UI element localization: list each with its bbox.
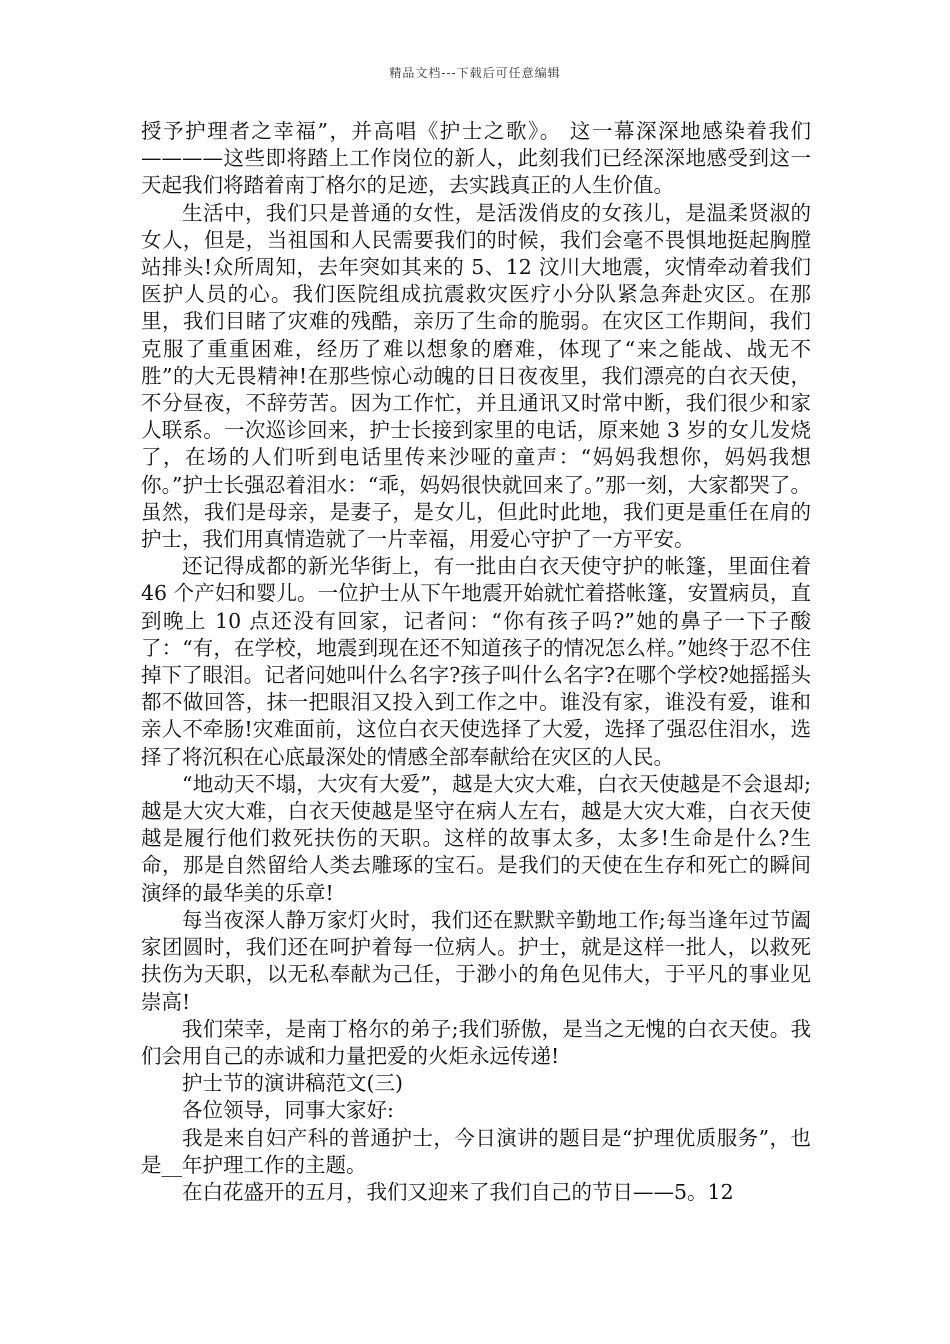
paragraph: 我们荣幸，是南丁格尔的弟子;我们骄傲，是当之无愧的白衣天使。我们会用自己的赤诚和力量把爱的火炬永远传递! <box>141 1016 811 1068</box>
paragraph: 我是来自妇产科的普通护士，今日演讲的题目是“护理优质服务”，也是__年护理工作的主题。 <box>141 1125 811 1177</box>
paragraph: 每当夜深人静万家灯火时，我们还在默默辛勤地工作;每当逢年过节阖家团圆时，我们还在呵护着每一位病人。护士，就是这样一批人，以救死扶伤为天职，以无私奉献为己任，于渺小的角色见伟大，于平凡的事业见崇高! <box>141 907 811 1014</box>
paragraph: 在白花盛开的五月，我们又迎来了我们自己的节日——5。12 <box>182 1179 734 1204</box>
page-header: 精品文档---下载后可任意编辑 <box>389 66 561 80</box>
salutation: 各位领导，同事大家好: <box>182 1098 394 1123</box>
document-body <box>141 118 811 1206</box>
paragraph: 生活中，我们只是普通的女性，是活泼俏皮的女孩儿，是温柔贤淑的女人，但是，当祖国和人民需要我们的时候，我们会毫不畏惧地挺起胸膛站排头!众所周知，去年突如其来的 5、12 汶川大地震，灾情牵动着我们医护人员的心。我们医院组成抗震救灾医疗小分队紧急奔赴灾区。在那里，我们目睹了灾难的残酷，亲历了生命的脆弱。在灾区工作期间，我们克服了重重困难，经历了难以想象的磨难，体现了“来之能战、战无不胜”的大无畏精神!在那些惊心动魄的日日夜夜里，我们漂亮的白衣天使，不分昼夜，不辞劳苦。因为工作忙，并且通讯又时常中断，我们很少和家人联系。一次巡诊回来，护士长接到家里的电话，原来她 3 岁的女儿发烧了，在场的人们听到电话里传来沙哑的童声：“妈妈我想你，妈妈我想你。”护士长强忍着泪水：“乖，妈妈很快就回来了。”那一刻，大家都哭了。虽然，我们是母亲，是妻子，是女儿，但此时此地，我们更是重任在肩的护士，我们用真情造就了一片幸福，用爱心守护了一方平安。 <box>141 200 811 552</box>
paragraph: 还记得成都的新光华街上，有一批由白衣天使守护的帐篷，里面住着 46 个产妇和婴儿。一位护士从下午地震开始就忙着搭帐篷，安置病员，直到晚上 10 点还没有回家，记者问：“你有孩子吗?”她的鼻子一下子酸了：“有，在学校，地震到现在还不知道孩子的情况怎么样。”她终于忍不住掉下了眼泪。记者问她叫什么名字?孩子叫什么名字?在哪个学校?她摇摇头都不做回答，抹一把眼泪又投入到工作之中。谁没有家，谁没有爱，谁和亲人不牵肠!灾难面前，这位白衣天使选择了大爱，选择了强忍住泪水，选择了将沉积在心底最深处的情感全部奉献给在灾区的人民。 <box>141 554 811 769</box>
section-title: 护士节的演讲稿范文(三) <box>182 1071 403 1096</box>
paragraph: “地动天不塌，大灾有大爱”，越是大灾大难，白衣天使越是不会退却;越是大灾大难，白衣天使越是坚守在病人左右，越是大灾大难，白衣天使越是履行他们救死扶伤的天职。这样的故事太多，太多!生命是什么?生命，那是自然留给人类去雕琢的宝石。是我们的天使在生存和死亡的瞬间演绎的最华美的乐章! <box>141 771 811 905</box>
paragraph: 授予护理者之幸福”，并高唱《护士之歌》。 这一幕深深地感染着我们————这些即将踏上工作岗位的新人，此刻我们已经深深地感受到这一天起我们将踏着南丁格尔的足迹，去实践真正的人生价值。 <box>141 119 811 198</box>
